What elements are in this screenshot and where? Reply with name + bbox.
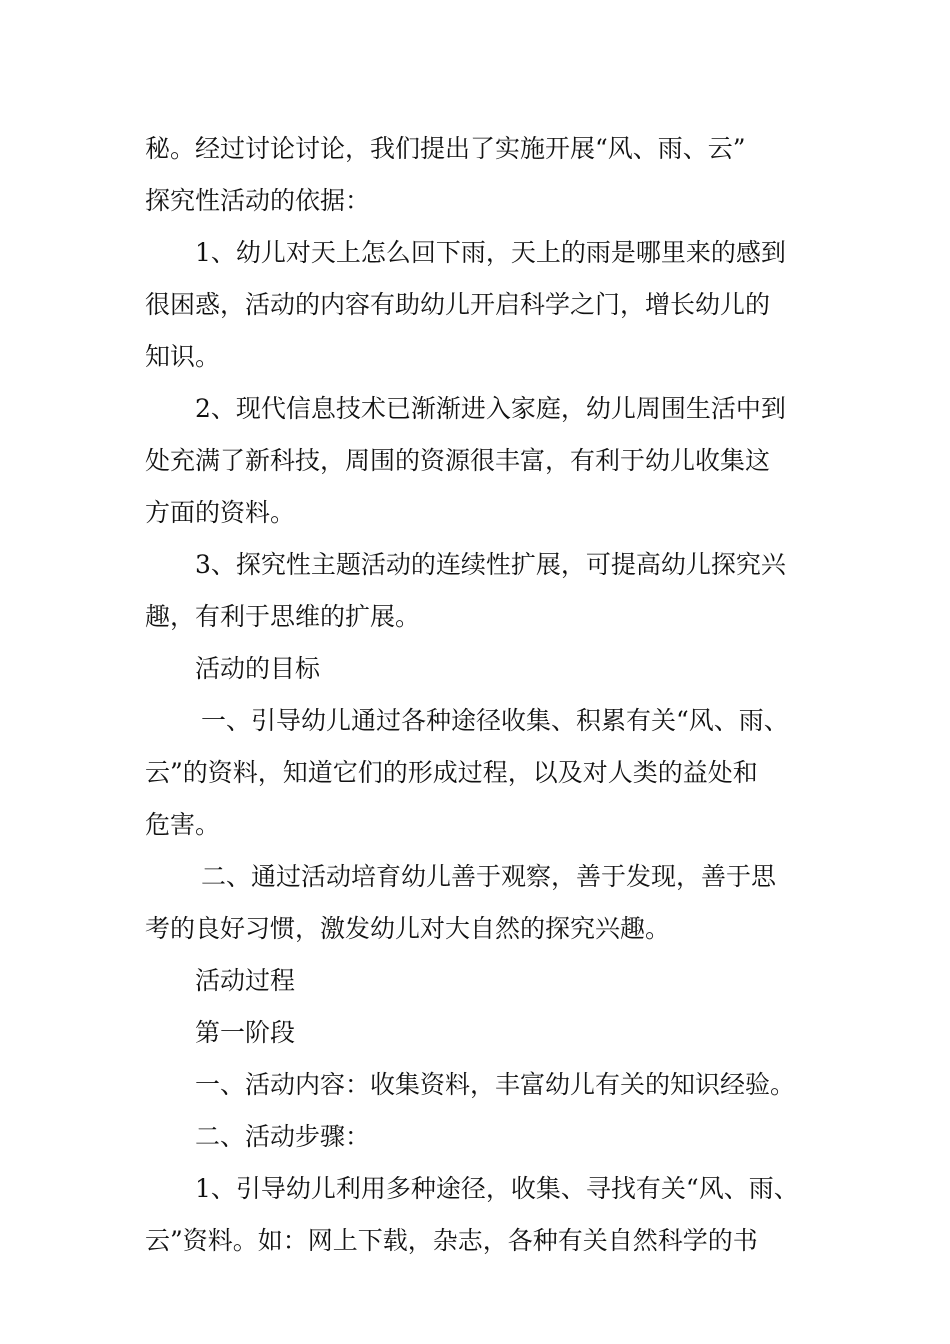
text-line: 方面的资料。 — [145, 498, 296, 527]
text-line: 1、引导幼儿利用多种途径，收集、寻找有关“风、雨、 — [195, 1174, 799, 1203]
text-line: 趣，有利于思维的扩展。 — [145, 602, 421, 631]
section-heading: 活动过程 — [195, 966, 296, 995]
text-line: 处充满了新科技，周围的资源很丰富，有利于幼儿收集这 — [145, 446, 771, 475]
document-body — [145, 123, 835, 1267]
text-line: 一、引导幼儿通过各种途径收集、积累有关“风、雨、 — [201, 706, 789, 735]
text-line: 二、活动步骤： — [195, 1122, 371, 1151]
text-line: 1、幼儿对天上怎么回下雨，天上的雨是哪里来的感到 — [195, 238, 786, 267]
section-heading: 活动的目标 — [195, 654, 321, 683]
text-line: 2、现代信息技术已渐渐进入家庭，幼儿周围生活中到 — [195, 394, 786, 423]
section-heading: 第一阶段 — [195, 1018, 296, 1047]
text-line: 云”资料。如：网上下载，杂志，各种有关自然科学的书 — [145, 1226, 758, 1255]
text-line: 很困惑，活动的内容有助幼儿开启科学之门，增长幼儿的 — [145, 290, 771, 319]
text-line: 云”的资料，知道它们的形成过程，以及对人类的益处和 — [145, 758, 758, 787]
text-line: 探究性活动的依据： — [145, 186, 371, 215]
text-line: 危害。 — [145, 810, 221, 839]
text-line: 二、通过活动培育幼儿善于观察，善于发现，善于思 — [201, 862, 777, 891]
text-line: 秘。经过讨论讨论，我们提出了实施开展“风、雨、云” — [145, 134, 746, 163]
text-line: 一、活动内容：收集资料，丰富幼儿有关的知识经验。 — [195, 1070, 796, 1099]
text-line: 考的良好习惯，激发幼儿对大自然的探究兴趣。 — [145, 914, 671, 943]
text-line: 3、探究性主题活动的连续性扩展，可提高幼儿探究兴 — [195, 550, 786, 579]
text-line: 知识。 — [145, 342, 221, 371]
